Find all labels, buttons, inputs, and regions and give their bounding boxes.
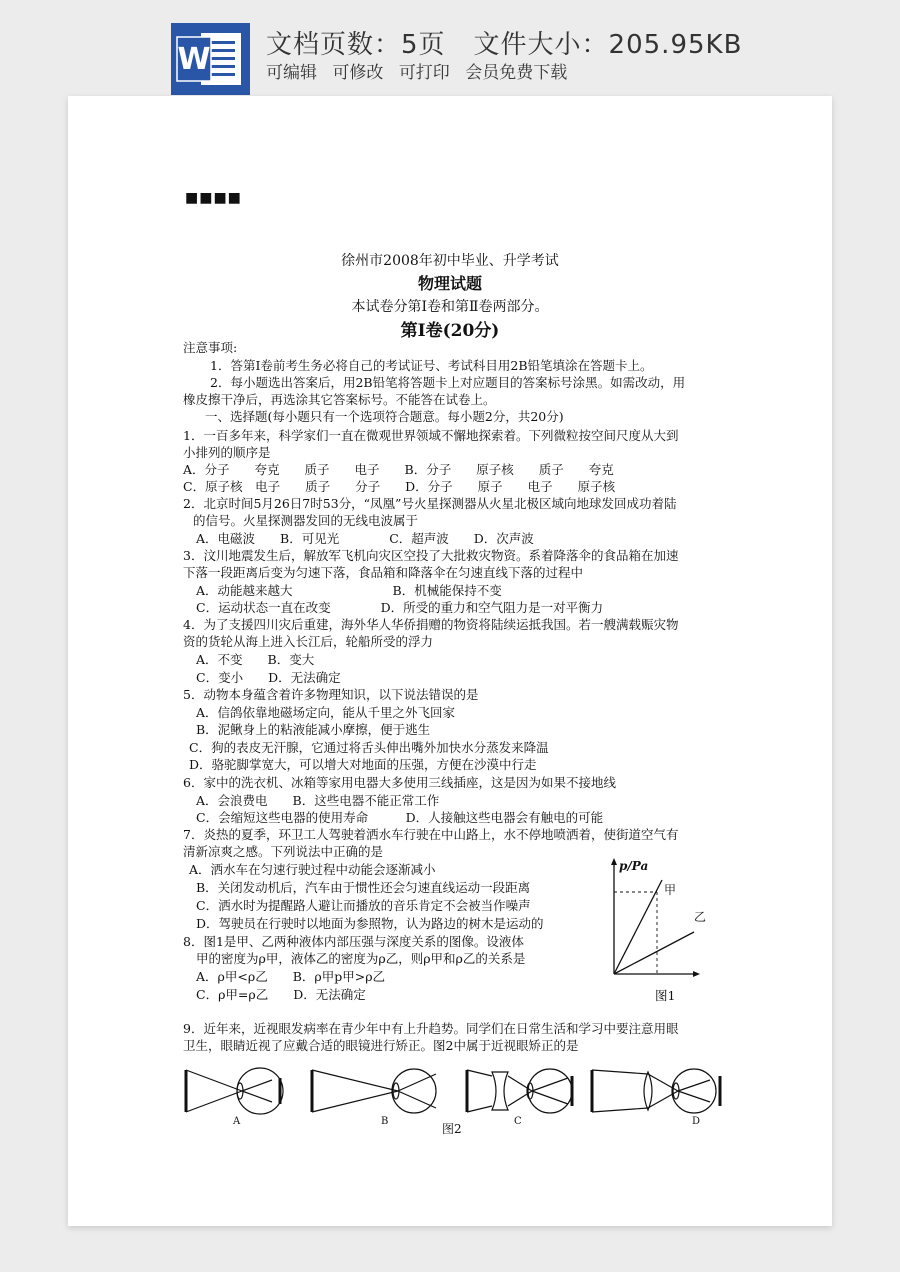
figure1-pressure-depth-graph [600,856,700,982]
q5-option-c: C．狗的表皮无汗腺，它通过将舌头伸出嘴外加快水分蒸发来降温 [189,740,549,755]
feature-free-download[interactable]: 会员免费下载 [465,63,568,83]
q6-options-ab: A．会浪费电 B．这些电器不能正常工作 [196,793,440,808]
feature-editable: 可编辑 [266,63,317,83]
q7-stem-cont: 清新凉爽之感。下列说法中正确的是 [183,844,384,859]
feature-printable: 可打印 [398,63,450,83]
q2-stem: 2．北京时间5月26日7时53分，“凤凰”号火星探测器从火星北极区域向地球发回成功着陆 [183,496,677,511]
q5-option-d: D．骆驼脚掌宽大，可以增大对地面的压强，方便在沙漠中行走 [189,757,537,772]
fig1-label-jia: 甲 [664,883,677,897]
redacted-stamp: ■■■■ [185,190,242,206]
feature-modifiable: 可修改 [332,63,384,83]
fig2-caption: 图2 [442,1122,462,1136]
paper-note: 本试卷分第Ⅰ卷和第Ⅱ卷两部分。 [351,299,549,315]
word-document-icon [171,23,250,95]
q5-stem: 5．动物本身蕴含着许多物理知识，以下说法错误的是 [183,687,479,702]
svg-text:W: W [177,42,211,77]
section-heading: 一、选择题(每小题只有一个选项符合题意。每小题2分，共20分) [205,409,564,424]
q3-options-cd: C．运动状态一直在改变 D．所受的重力和空气阻力是一对平衡力 [196,600,604,615]
q9-stem: 9．近年来，近视眼发病率在青少年中有上升趋势。同学们在日常生活和学习中要注意用眼 [183,1021,679,1036]
q2-options: A．电磁波 B．可见光 C．超声波 D．次声波 [196,531,534,546]
fig1-line-yi [614,932,694,974]
fig2-option-a [186,1068,283,1114]
q1-stem-cont: 小排列的顺序是 [183,445,271,460]
fig2-option-d [592,1069,720,1113]
q1-stem: 1．一百多年来，科学家们一直在微观世界领域不懈地探索着。下列微粒按空间尺度从大到 [183,428,679,443]
fig2-label-d: D [692,1116,701,1127]
q4-options-ab: A．不变 B．变大 [196,652,315,667]
q3-stem: 3．汶川地震发生后，解放军飞机向灾区空投了大批救灾物资。系着降落伞的食品箱在加速 [183,548,679,563]
notice-2-cont: 橡皮擦干净后，再选涂其它答案标号。不能答在试卷上。 [183,392,496,407]
q8-options-cd: C．ρ甲=ρ乙 D．无法确定 [196,987,366,1002]
file-meta [266,24,742,61]
q2-stem-cont: 的信号。火星探测器发回的无线电波属于 [193,513,419,528]
fig2-option-b [312,1069,436,1113]
q6-stem: 6．家中的洗衣机、冰箱等家用电器大多使用三线插座，这是因为如果不接地线 [183,775,616,790]
fig2-label-b: B [381,1116,389,1127]
q8-options-ab: A．ρ甲<ρ乙 B．ρ甲p甲>ρ乙 [196,969,386,984]
fig2-label-a: A [233,1116,241,1127]
q7-option-d: D．驾驶员在行驶时以地面为参照物，认为路边的树木是运动的 [196,916,544,931]
fig2-option-c [467,1069,572,1113]
q3-options-ab: A．动能越来越大 B．机械能保持不变 [196,583,502,598]
fig1-label-yi: 乙 [694,910,707,924]
q4-stem: 4．为了支援四川灾后重建，海外华人华侨捐赠的物资将陆续运抵我国。若一艘满载赈灾物 [183,617,679,632]
fig1-y-label: p/Pa [619,859,649,873]
q8-stem-cont: 甲的密度为ρ甲，液体乙的密度为ρ乙，则ρ甲和ρ乙的关系是 [196,951,526,966]
subject-title: 物理试题 [417,274,482,293]
notice-1: 1．答第Ⅰ卷前考生务必将自己的考试证号、考试科目用2B铅笔填涂在答题卡上。 [210,358,653,373]
q7-stem: 7．炎热的夏季，环卫工人驾驶着洒水车行驶在中山路上，水不停地喷洒着，使街道空气有 [183,827,679,842]
fig1-line-jia [614,880,662,974]
q7-option-c: C．洒水时为提醒路人避让而播放的音乐肯定不会被当作噪声 [196,898,531,913]
q5-option-b: B．泥鳅身上的粘液能减小摩擦，便于逃生 [196,722,431,737]
q7-option-b: B．关闭发动机后，汽车由于惯性还会匀速直线运动一段距离 [196,880,531,895]
q6-options-cd: C．会缩短这些电器的使用寿命 D．人接触这些电器会有触电的可能 [196,810,604,825]
q4-options-cd: C．变小 D．无法确定 [196,670,341,685]
notice-heading: 注意事项: [183,340,238,355]
file-size: 文件大小：205.95KB [473,30,743,60]
page-count: 文档页数：5页 [266,30,446,60]
q5-option-a: A．信鸽依靠地磁场定向，能从千里之外飞回家 [196,705,456,720]
notice-2: 2．每小题选出答案后，用2B铅笔将答题卡上对应题目的答案标号涂黑。如需改动，用 [210,375,686,390]
download-header [0,0,900,100]
q1-options-cd: C．原子核 电子 质子 分子 D．分子 原子 电子 原子核 [183,479,616,494]
q4-stem-cont: 资的货轮从海上进入长江后，轮船所受的浮力 [183,634,434,649]
fig1-y-arrow [611,858,617,865]
q7-option-a: A．洒水车在匀速行驶过程中动能会逐渐减小 [189,862,436,877]
fig2-label-c: C [514,1116,522,1127]
q3-stem-cont: 下落一段距离后变为匀速下落，食品箱和降落伞在匀速直线下落的过程中 [183,565,584,580]
fig1-x-arrow [693,971,700,977]
q9-stem-cont: 卫生，眼睛近视了应戴合适的眼镜进行矫正。图2中属于近视眼矫正的是 [183,1038,579,1053]
q8-stem: 8．图1是甲、乙两种液体内部压强与深度关系的图像。设液体 [183,934,524,949]
section-title: 第Ⅰ卷(20分) [400,321,500,341]
q1-options-ab: A．分子 夸克 质子 电子 B．分子 原子核 质子 夸克 [183,462,614,477]
feature-list [266,58,577,83]
exam-title: 徐州市2008年初中毕业、升学考试 [341,253,559,269]
fig1-caption: 图1 [655,988,676,1003]
